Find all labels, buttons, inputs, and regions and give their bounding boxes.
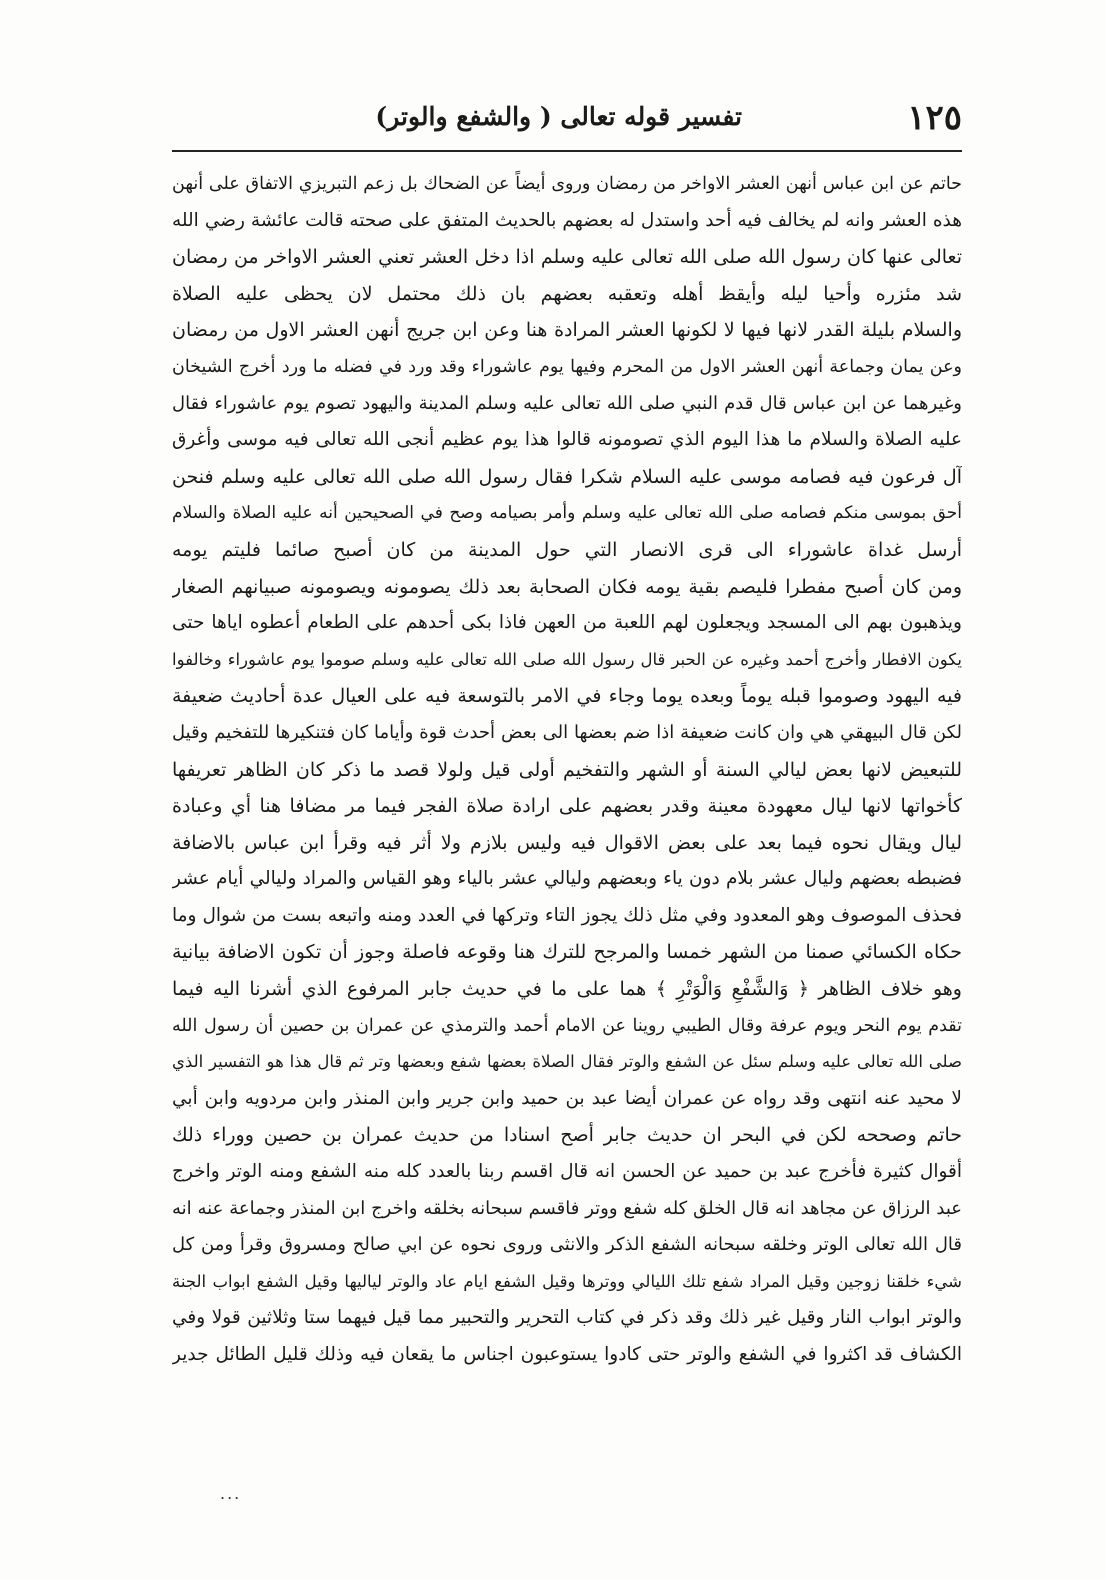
text-line: تعالى عنها كان رسول الله صلى الله تعالى عليه وسلم اذا دخل العشر تعني العشر الاواخر من رمضان	[172, 246, 962, 269]
text-line: قال الله تعالى الوتر وخلقه سبحانه الشفع الذكر والانثى وروى نحوه عن ابي صالح ومسروق وقرأ ومن كل	[172, 1234, 962, 1256]
text-line: وعن يمان وجماعة أنهن العشر الاول من المحرم وفيها يوم عاشوراء وقد ورد في فضله ما ورد أخرج الشيخان	[172, 356, 962, 377]
text-line: ومن كان أصبح مفطرا فليصم بقية يومه فكان الصحابة بعد ذلك يصومونه ويصومونه صبيانهم الصغار	[172, 575, 962, 598]
text-line: وهو خلاف الظاهر ﴿ وَالشَّفْعِ وَالْوَتْرِ ﴾ هما على ما في حديث جابر المرفوع الذي أشرنا اليه فيما	[172, 978, 962, 1001]
text-line: صلى الله تعالى عليه وسلم سئل عن الشفع والوتر فقال الصلاة بعضها شفع وبعضها وتر ثم قال هذا هو التفسير الذي	[172, 1052, 962, 1072]
text-line: أرسل غداة عاشوراء الى قرى الانصار التي حول المدينة من كان أصبح صائما فليتم يومه	[172, 538, 962, 561]
page-header	[172, 96, 962, 144]
page-number: ١٢٥	[907, 98, 962, 138]
text-line: أحق بموسى منكم فصامه صلى الله تعالى عليه وسلم وأمر بصيامه وصح في الصحيحين أنه عليه الصلاة والسلام	[172, 503, 962, 524]
text-line: والسلام بليلة القدر لانها فيها لا لكونها العشر المرادة هنا وعن ابن جريج أنهن العشر الاول من رمضان	[172, 319, 962, 342]
text-line: يكون الافطار وأخرج أحمد وغيره عن الحبر قال رسول الله صلى الله تعالى عليه وسلم صوموا يوم عاشوراء وخالفوا	[172, 649, 962, 669]
text-line: حكاه الكسائي صمنا من الشهر خمسا والمرجح للترك هنا وقوعه فاصلة وجوز أن تكون الاضافة بيانية	[172, 941, 962, 964]
text-line: حاتم وصححه لكن في البحر ان حديث جابر أصح اسنادا من حديث عمران بن حصين ووراء ذلك	[172, 1124, 962, 1147]
text-line: كأخواتها لانها ليال معهودة معينة وقدر بعضهم على ارادة صلاة الفجر فيما مر مضافا هنا أي وعبادة	[172, 795, 962, 818]
text-line: أقوال كثيرة فأخرج عبد بن حميد عن الحسن انه قال اقسم ربنا بالعدد كله منه الشفع ومنه الوتر واخرج	[172, 1161, 962, 1183]
text-line: فيه اليهود وصوموا قبله يوماً وبعده يوما وجاء في الامر بالتوسعة فيه على العيال عدة أحاديث ضعيفة	[172, 685, 962, 708]
text-line: عبد الرزاق عن مجاهد انه قال الخلق كله شفع ووتر فاقسم سبحانه بخلقه واخرج ابن المنذر وجماعة عنه انه	[172, 1197, 962, 1219]
text-line: آل فرعون فيه فصامه موسى عليه السلام شكرا فقال رسول الله صلى الله تعالى عليه وسلم فنحن	[172, 465, 962, 488]
text-line: ليال ويقال نحوه فيما بعد على بعض الاقوال فيه وليس بلازم ولا أثر فيه وقرأ ابن عباس بالاضافة	[172, 831, 962, 854]
text-line: فحذف الموصوف وهو المعدود وفي مثل ذلك يجوز التاء وتركها في العدد ومنه واتبعه بست من شوال وما	[172, 904, 962, 926]
running-title: تفسير قوله تعالى ( والشفع والوتر)	[375, 102, 742, 131]
text-line: تقدم يوم النحر ويوم عرفة وقال الطيبي روينا عن الامام أحمد والترمذي عن عمران بن حصين أن رسول الله	[172, 1015, 962, 1036]
text-line: شيء خلقنا زوجين وقيل المراد شفع تلك الليالي ووترها وقيل الشفع ايام عاد والوتر لياليها وقيل الشفع ابواب الجنة	[172, 1271, 962, 1291]
text-line: ويذهبون بهم الى المسجد ويجعلون لهم اللعبة من العهن فاذا بكى أحدهم على الطعام أعطوه اياها حتى	[172, 612, 962, 634]
text-line: لا محيد عنه انتهى وقد رواه عن عمران أيضا عبد بن حميد وابن جرير وابن المنذر وابن مردويه وابن أبي	[172, 1087, 962, 1109]
footer-mark: ...	[220, 1484, 242, 1503]
text-line: عليه الصلاة والسلام ما هذا اليوم الذي تصومونه قالوا هذا يوم عظيم أنجى الله تعالى فيه موسى وأغرق	[172, 429, 962, 451]
text-line: حاتم عن ابن عباس أنهن العشر الاواخر من رمضان وروى أيضاً عن الضحاك بل زعم التبريزي الاتفاق على أنهن	[172, 174, 962, 194]
text-line: للتبعيض لانها بعض ليالي السنة أو الشهر والتفخيم أولى قيل ولولا قصد ما ذكر كان الظاهر تعريفها	[172, 758, 962, 781]
header-rule	[172, 150, 962, 152]
text-line: وغيرهما عن ابن عباس قال قدم النبي صلى الله تعالى عليه وسلم المدينة واليهود تصوم يوم عاشوراء فقال	[172, 392, 962, 414]
text-line: والوتر ابواب النار وقيل غير ذلك وقد ذكر في كتاب التحرير والتحبير مما قيل فيهما ستا وثلاثين قولا وفي	[172, 1307, 962, 1329]
body-text	[172, 166, 962, 1374]
text-line: فضبطه بعضهم وليال عشر بلام دون ياء وبعضهم وليالي عشر بالياء وهو القياس والمراد وليالي أيام عشر	[172, 868, 962, 890]
text-line: هذه العشر وانه لم يخالف فيه أحد واستدل له بعضهم بالحديث المتفق على صحته قالت عائشة رضي الله	[172, 209, 962, 231]
text-line: شد مئزره وأحيا ليله وأيقظ أهله وتعقبه بعضهم بان ذلك محتمل لان يحظى عليه الصلاة	[172, 282, 962, 305]
text-line: لكن قال البيهقي هي وان كانت ضعيفة اذا ضم بعضها الى بعض أحدث قوة وأياما كان فتنكيرها للتفخيم وقيل	[172, 721, 962, 743]
text-line: الكشاف قد اكثروا في الشفع والوتر حتى كادوا يستوعبون اجناس ما يقعان فيه وذلك قليل الطائل جدير	[172, 1344, 962, 1365]
